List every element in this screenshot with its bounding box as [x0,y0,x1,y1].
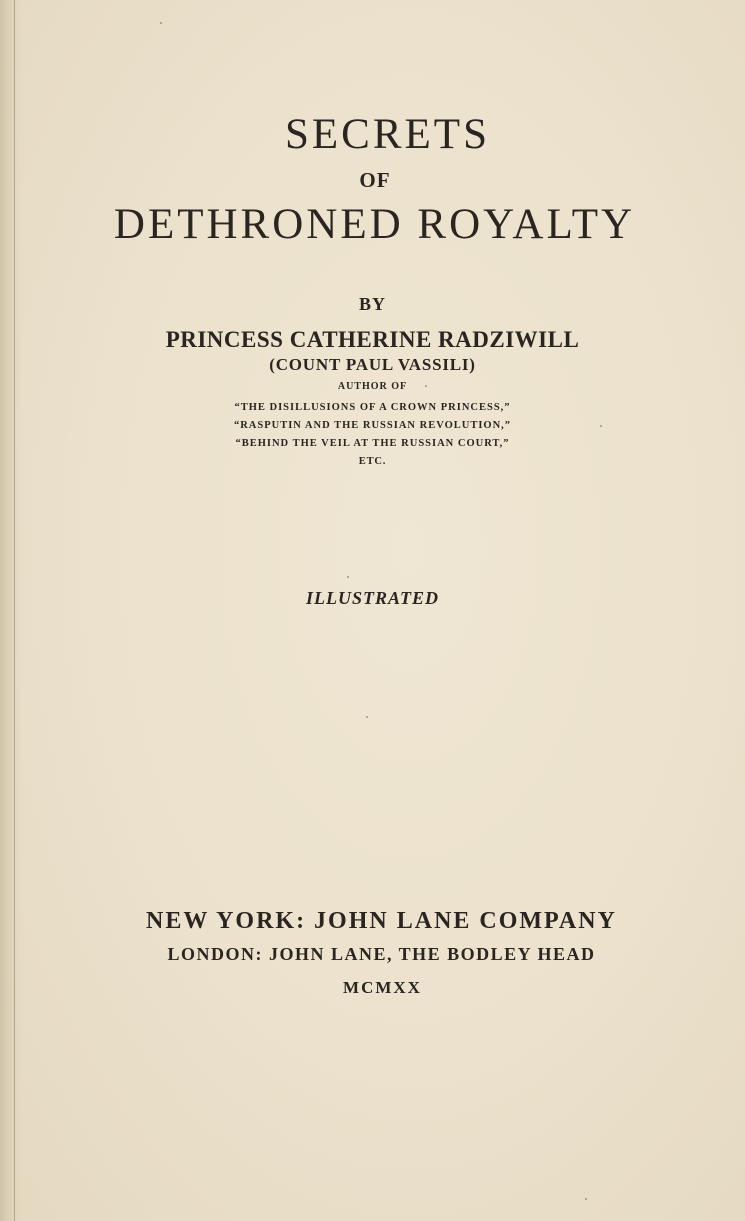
title-of: OF [359,168,391,192]
paper-speck [585,1198,587,1200]
illustrated-label: ILLUSTRATED [305,588,440,608]
author-name: PRINCESS CATHERINE RADZIWILL [165,327,580,352]
paper-speck [160,22,162,24]
previous-work: “RASPUTIN AND THE RUSSIAN REVOLUTION,” [233,420,512,431]
previous-work: “THE DISILLUSIONS OF A CROWN PRINCESS,” [234,402,511,413]
paper-speck [425,385,427,387]
paper-speck [366,716,368,718]
publisher-new-york: NEW YORK: JOHN LANE COMPANY [146,908,617,934]
by-label: BY [358,294,386,314]
paper-speck [600,425,602,427]
author-of-label: AUTHOR OF [337,381,408,392]
author-pseudonym: (COUNT PAUL VASSILI) [269,355,476,374]
etc-label: ETC. [358,456,387,467]
paper-speck [347,576,349,578]
publisher-london: LONDON: JOHN LANE, THE BODLEY HEAD [167,944,596,964]
title-line-2: DETHRONED ROYALTY [113,201,636,248]
previous-work: “BEHIND THE VEIL AT THE RUSSIAN COURT,” [235,438,510,449]
title-line-1: SECRETS [285,111,490,158]
publication-year: MCMXX [343,978,422,997]
